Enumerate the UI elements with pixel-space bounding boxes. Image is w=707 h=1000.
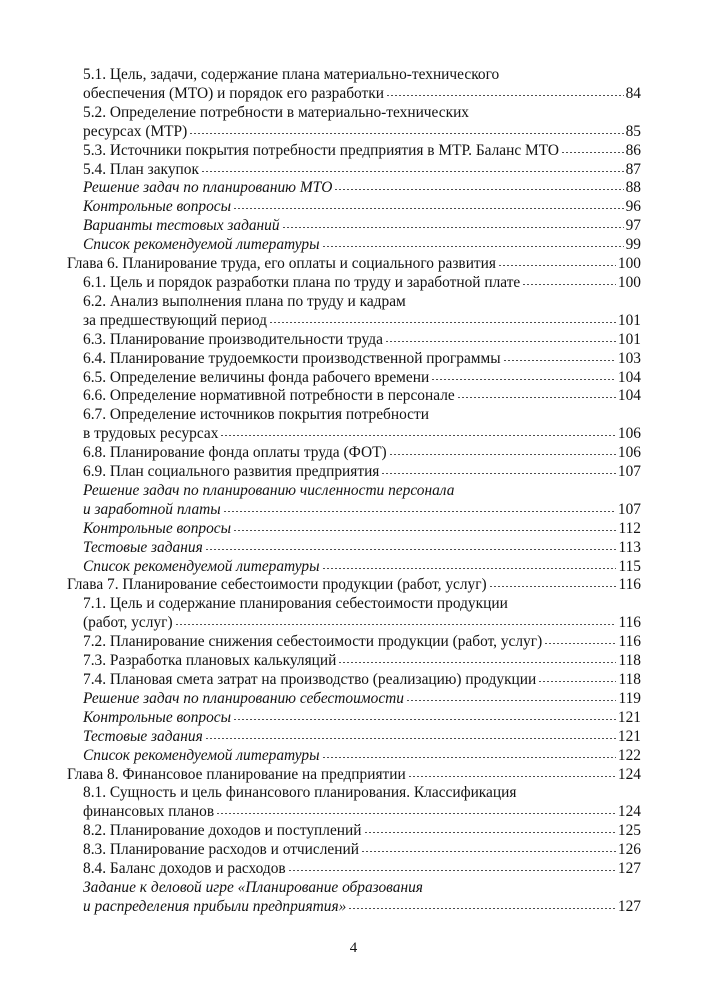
toc-entry-line: [67, 255, 641, 274]
toc-entry-title: и заработной платы: [83, 500, 221, 518]
toc-entry-title: 7.1. Цель и содержание планирования себестоимости продукции: [83, 595, 508, 613]
dot-leader: [361, 851, 616, 852]
toc-entry[interactable]: [67, 841, 641, 860]
toc-page-number: 86: [625, 141, 641, 159]
toc-entry-line: [83, 198, 641, 217]
toc-page-number: 85: [625, 122, 641, 140]
toc-entry-title: Тестовые задания: [83, 727, 203, 745]
toc-entry-title: Глава 8. Финансовое планирование на предприятии: [67, 765, 406, 783]
toc-entry[interactable]: [67, 463, 641, 482]
dot-leader: [269, 322, 616, 323]
toc-entry-title: Задание к деловой игре «Планирование образования: [83, 878, 423, 896]
toc-entry[interactable]: [67, 104, 641, 142]
toc-page-number: 107: [617, 500, 641, 518]
toc-entry-title: 6.3. Планирование производительности труда: [83, 330, 383, 348]
toc-entry-title: 5.1. Цель, задачи, содержание плана материально-технического: [83, 66, 500, 83]
toc-page-number: 103: [617, 349, 641, 367]
toc-entry-line: [83, 898, 641, 917]
toc-entry[interactable]: [67, 633, 641, 652]
toc-entry[interactable]: [67, 652, 641, 671]
toc-entry-line: [83, 747, 641, 766]
toc-entry-title: 5.3. Источники покрытия потребности предприятия в МТР. Баланс МТО: [83, 141, 560, 159]
dot-leader: [334, 189, 623, 190]
toc-entry-title: в трудовых ресурсах: [83, 425, 219, 443]
dot-leader: [322, 246, 624, 247]
toc-entry-title: Список рекомендуемой литературы: [83, 236, 320, 254]
toc-entry[interactable]: [67, 879, 641, 917]
toc-entry-line: [83, 387, 641, 406]
toc-entry-title: (работ, услуг): [83, 614, 173, 632]
dot-leader: [205, 738, 616, 739]
toc-entry[interactable]: [67, 387, 641, 406]
dot-leader: [338, 662, 616, 663]
toc-entry[interactable]: [67, 558, 641, 577]
toc-entry-line: [83, 236, 641, 255]
toc-entry-line: [83, 879, 641, 898]
toc-entry[interactable]: [67, 671, 641, 690]
toc-entry-line: [83, 369, 641, 388]
toc-page-number: 112: [618, 519, 641, 537]
dot-leader: [233, 208, 624, 209]
toc-page-number: 96: [625, 198, 641, 216]
toc-entry-title: Решение задач по планированию МТО: [83, 179, 333, 197]
dot-leader: [431, 379, 616, 380]
toc-entry-line: [83, 501, 641, 520]
toc-entry[interactable]: [67, 822, 641, 841]
toc-page-number: 97: [625, 217, 641, 235]
toc-entry-line: [83, 520, 641, 539]
toc-page-number: 84: [625, 84, 641, 102]
toc-entry-line: [83, 614, 641, 633]
toc-entry[interactable]: [67, 539, 641, 558]
toc-entry[interactable]: [67, 747, 641, 766]
dot-leader: [538, 681, 616, 682]
dot-leader: [522, 284, 616, 285]
toc-page-number: 127: [617, 860, 641, 878]
toc-entry-title: 7.4. Плановая смета затрат на производство (реализацию) продукции: [83, 671, 537, 688]
toc-entry-line: [83, 123, 641, 142]
dot-leader: [561, 152, 624, 153]
dot-leader: [498, 265, 616, 266]
toc-entry[interactable]: [67, 331, 641, 350]
toc-entry-line: [83, 803, 641, 822]
toc-entry[interactable]: [67, 709, 641, 728]
toc-entry[interactable]: [67, 350, 641, 369]
toc-entry-title: 6.6. Определение нормативной потребности в персонале: [83, 387, 455, 405]
toc-entry-line: [83, 217, 641, 236]
toc-entry-line: [83, 463, 641, 482]
toc-page-number: 100: [617, 255, 641, 273]
toc-entry[interactable]: [67, 690, 641, 709]
toc-entry-title: Контрольные вопросы: [83, 198, 232, 216]
dot-leader: [385, 341, 616, 342]
toc-entry-title: 8.2. Планирование доходов и поступлений: [83, 822, 362, 840]
toc-page-number: 121: [617, 727, 641, 745]
dot-leader: [288, 870, 616, 871]
toc-entry-title: Контрольные вопросы: [83, 708, 232, 726]
toc-entry-line: [83, 652, 641, 671]
toc-entry-line: [83, 406, 641, 425]
toc-entry-line: [83, 595, 641, 614]
dot-leader: [216, 813, 616, 814]
toc-entry-line: [83, 728, 641, 747]
toc-page-number: 127: [617, 897, 641, 915]
toc-entry-line: [83, 822, 641, 841]
toc-entry-title: обеспечения (МТО) и порядок его разработки: [83, 84, 384, 102]
toc-page-number: 99: [625, 236, 641, 254]
toc-page-number: 126: [617, 841, 641, 859]
toc-entry-title: Решение задач по планированию себестоимости: [83, 689, 404, 707]
toc-entry-title: Список рекомендуемой литературы: [83, 746, 320, 764]
toc-entry[interactable]: [67, 274, 641, 293]
dot-leader: [205, 549, 617, 550]
toc-entry-line: [83, 142, 641, 161]
toc-entry[interactable]: [67, 482, 641, 520]
toc-entry[interactable]: [67, 198, 641, 217]
dot-leader: [322, 757, 616, 758]
toc-entry-line: [83, 293, 641, 312]
toc-entry-title: Глава 6. Планирование труда, его оплаты и социального развития: [67, 255, 496, 273]
toc-entry-line: [83, 444, 641, 463]
toc-entry-line: [83, 85, 641, 104]
toc-entry[interactable]: [67, 784, 641, 822]
toc-page-number: 124: [617, 803, 641, 821]
toc-entry[interactable]: [67, 444, 641, 463]
dot-leader: [457, 397, 616, 398]
dot-leader: [406, 700, 617, 701]
toc-entry[interactable]: [67, 66, 641, 104]
toc-entry-line: [83, 558, 641, 577]
toc-page-number: 121: [617, 708, 641, 726]
toc-entry-line: [83, 671, 641, 690]
toc-page-number: 87: [625, 160, 641, 178]
toc-entry[interactable]: [67, 728, 641, 747]
toc-entry[interactable]: [67, 179, 641, 198]
dot-leader: [408, 776, 616, 777]
toc-page-number: 106: [617, 425, 641, 443]
toc-entry-line: [83, 312, 641, 331]
toc-entry-line: [83, 66, 641, 85]
dot-leader: [348, 908, 616, 909]
toc-entry[interactable]: [67, 142, 641, 161]
toc-page-number: 107: [617, 463, 641, 481]
toc-entry-title: за предшествующий период: [83, 311, 267, 329]
toc-entry[interactable]: [67, 520, 641, 539]
toc-entry-title: Контрольные вопросы: [83, 519, 232, 537]
dot-leader: [364, 832, 616, 833]
dot-leader: [503, 360, 616, 361]
toc-entry-line: [83, 425, 641, 444]
toc-page-number: 119: [618, 689, 641, 707]
toc-entry-line: [83, 633, 641, 652]
toc-page-number: 116: [618, 633, 641, 651]
toc-entry[interactable]: [67, 860, 641, 879]
toc-page-number: 115: [618, 557, 641, 575]
toc-entry-title: 6.1. Цель и порядок разработки плана по труду и заработной плате: [83, 273, 521, 291]
toc-page-number: 113: [618, 538, 641, 556]
toc-entry-line: [83, 482, 641, 501]
toc-entry-line: [83, 539, 641, 558]
dot-leader: [322, 568, 617, 569]
toc-entry-title: 8.4. Баланс доходов и расходов: [83, 860, 286, 878]
dot-leader: [175, 624, 617, 625]
toc-entry-title: 6.7. Определение источников покрытия потребности: [83, 406, 429, 424]
toc-entry-line: [83, 161, 641, 180]
toc-entry[interactable]: [67, 293, 641, 331]
page-number: 4: [349, 940, 358, 956]
toc-entry-line: [83, 331, 641, 350]
toc-page-number: 116: [618, 614, 641, 632]
toc-entry-title: 6.5. Определение величины фонда рабочего времени: [83, 368, 430, 386]
toc-entry-line: [67, 766, 641, 785]
toc-entry-title: и распределения прибыли предприятия»: [83, 897, 347, 915]
toc-entry[interactable]: [67, 217, 641, 236]
toc-entry-line: [83, 179, 641, 198]
toc-entry[interactable]: [67, 161, 641, 180]
toc-entry-title: 8.3. Планирование расходов и отчислений: [83, 841, 359, 859]
dot-leader: [189, 133, 623, 134]
toc-page-number: 101: [617, 311, 641, 329]
toc-entry-title: 6.9. План социального развития предприятия: [83, 463, 380, 481]
toc-page-number: 124: [617, 765, 641, 783]
toc-entry[interactable]: [67, 595, 641, 633]
dot-leader: [233, 530, 616, 531]
toc-page-number: 106: [617, 444, 641, 462]
toc-entry-line: [83, 274, 641, 293]
toc-entry-line: [83, 690, 641, 709]
toc-entry-title: Список рекомендуемой литературы: [83, 557, 320, 575]
toc-entry-line: [83, 841, 641, 860]
toc-entry-line: [83, 784, 641, 803]
toc-page-number: 101: [617, 330, 641, 348]
toc-entry[interactable]: [67, 236, 641, 255]
toc-entry-title: финансовых планов: [83, 803, 215, 821]
toc-entry-title: Тестовые задания: [83, 538, 203, 556]
toc-entry[interactable]: [67, 406, 641, 444]
dot-leader: [386, 95, 624, 96]
toc-page-number: 104: [617, 387, 641, 405]
dot-leader: [489, 586, 617, 587]
dot-leader: [223, 511, 616, 512]
toc-chapter-entry[interactable]: [67, 766, 641, 785]
dot-leader: [233, 719, 616, 720]
toc-entry-title: 7.3. Разработка плановых калькуляций: [83, 652, 337, 670]
toc-entry-title: Варианты тестовых заданий: [83, 217, 280, 235]
toc-entry-title: ресурсах (МТР): [83, 122, 188, 140]
toc-entry-title: 8.1. Сущность и цель финансового планирования. Классификация: [83, 784, 517, 802]
toc-entry-line: [83, 860, 641, 879]
toc-page-number: 125: [617, 822, 641, 840]
toc-page-number: 100: [617, 273, 641, 291]
dot-leader: [389, 454, 616, 455]
toc-entry-line: [83, 709, 641, 728]
table-of-contents: [67, 66, 641, 917]
toc-entry-title: 6.2. Анализ выполнения плана по труду и кадрам: [83, 292, 406, 310]
toc-page-number: 118: [618, 652, 641, 670]
dot-leader: [381, 473, 616, 474]
toc-page-number: 116: [618, 576, 641, 594]
toc-entry-title: 5.4. План закупок: [83, 160, 199, 178]
dot-leader: [220, 435, 616, 436]
toc-page-number: 104: [617, 368, 641, 386]
toc-page-number: 122: [617, 746, 641, 764]
toc-entry-line: [67, 576, 641, 595]
dot-leader: [282, 227, 624, 228]
toc-entry-line: [83, 104, 641, 123]
toc-entry-title: Решение задач по планированию численности персонала: [83, 481, 455, 499]
toc-entry-title: 6.8. Планирование фонда оплаты труда (ФОТ): [83, 444, 387, 462]
toc-entry-title: Глава 7. Планирование себестоимости продукции (работ, услуг): [67, 576, 487, 594]
toc-page-number: 88: [625, 179, 641, 197]
dot-leader: [201, 171, 624, 172]
toc-chapter-entry[interactable]: [67, 576, 641, 595]
toc-entry[interactable]: [67, 369, 641, 388]
toc-entry-title: 7.2. Планирование снижения себестоимости продукции (работ, услуг): [83, 633, 543, 651]
toc-entry-title: 5.2. Определение потребности в материально-технических: [83, 103, 469, 121]
toc-chapter-entry[interactable]: [67, 255, 641, 274]
dot-leader: [544, 643, 616, 644]
toc-entry-title: 6.4. Планирование трудоемкости производственной программы: [83, 349, 501, 367]
toc-page-number: 118: [618, 671, 641, 688]
toc-entry-line: [83, 350, 641, 369]
